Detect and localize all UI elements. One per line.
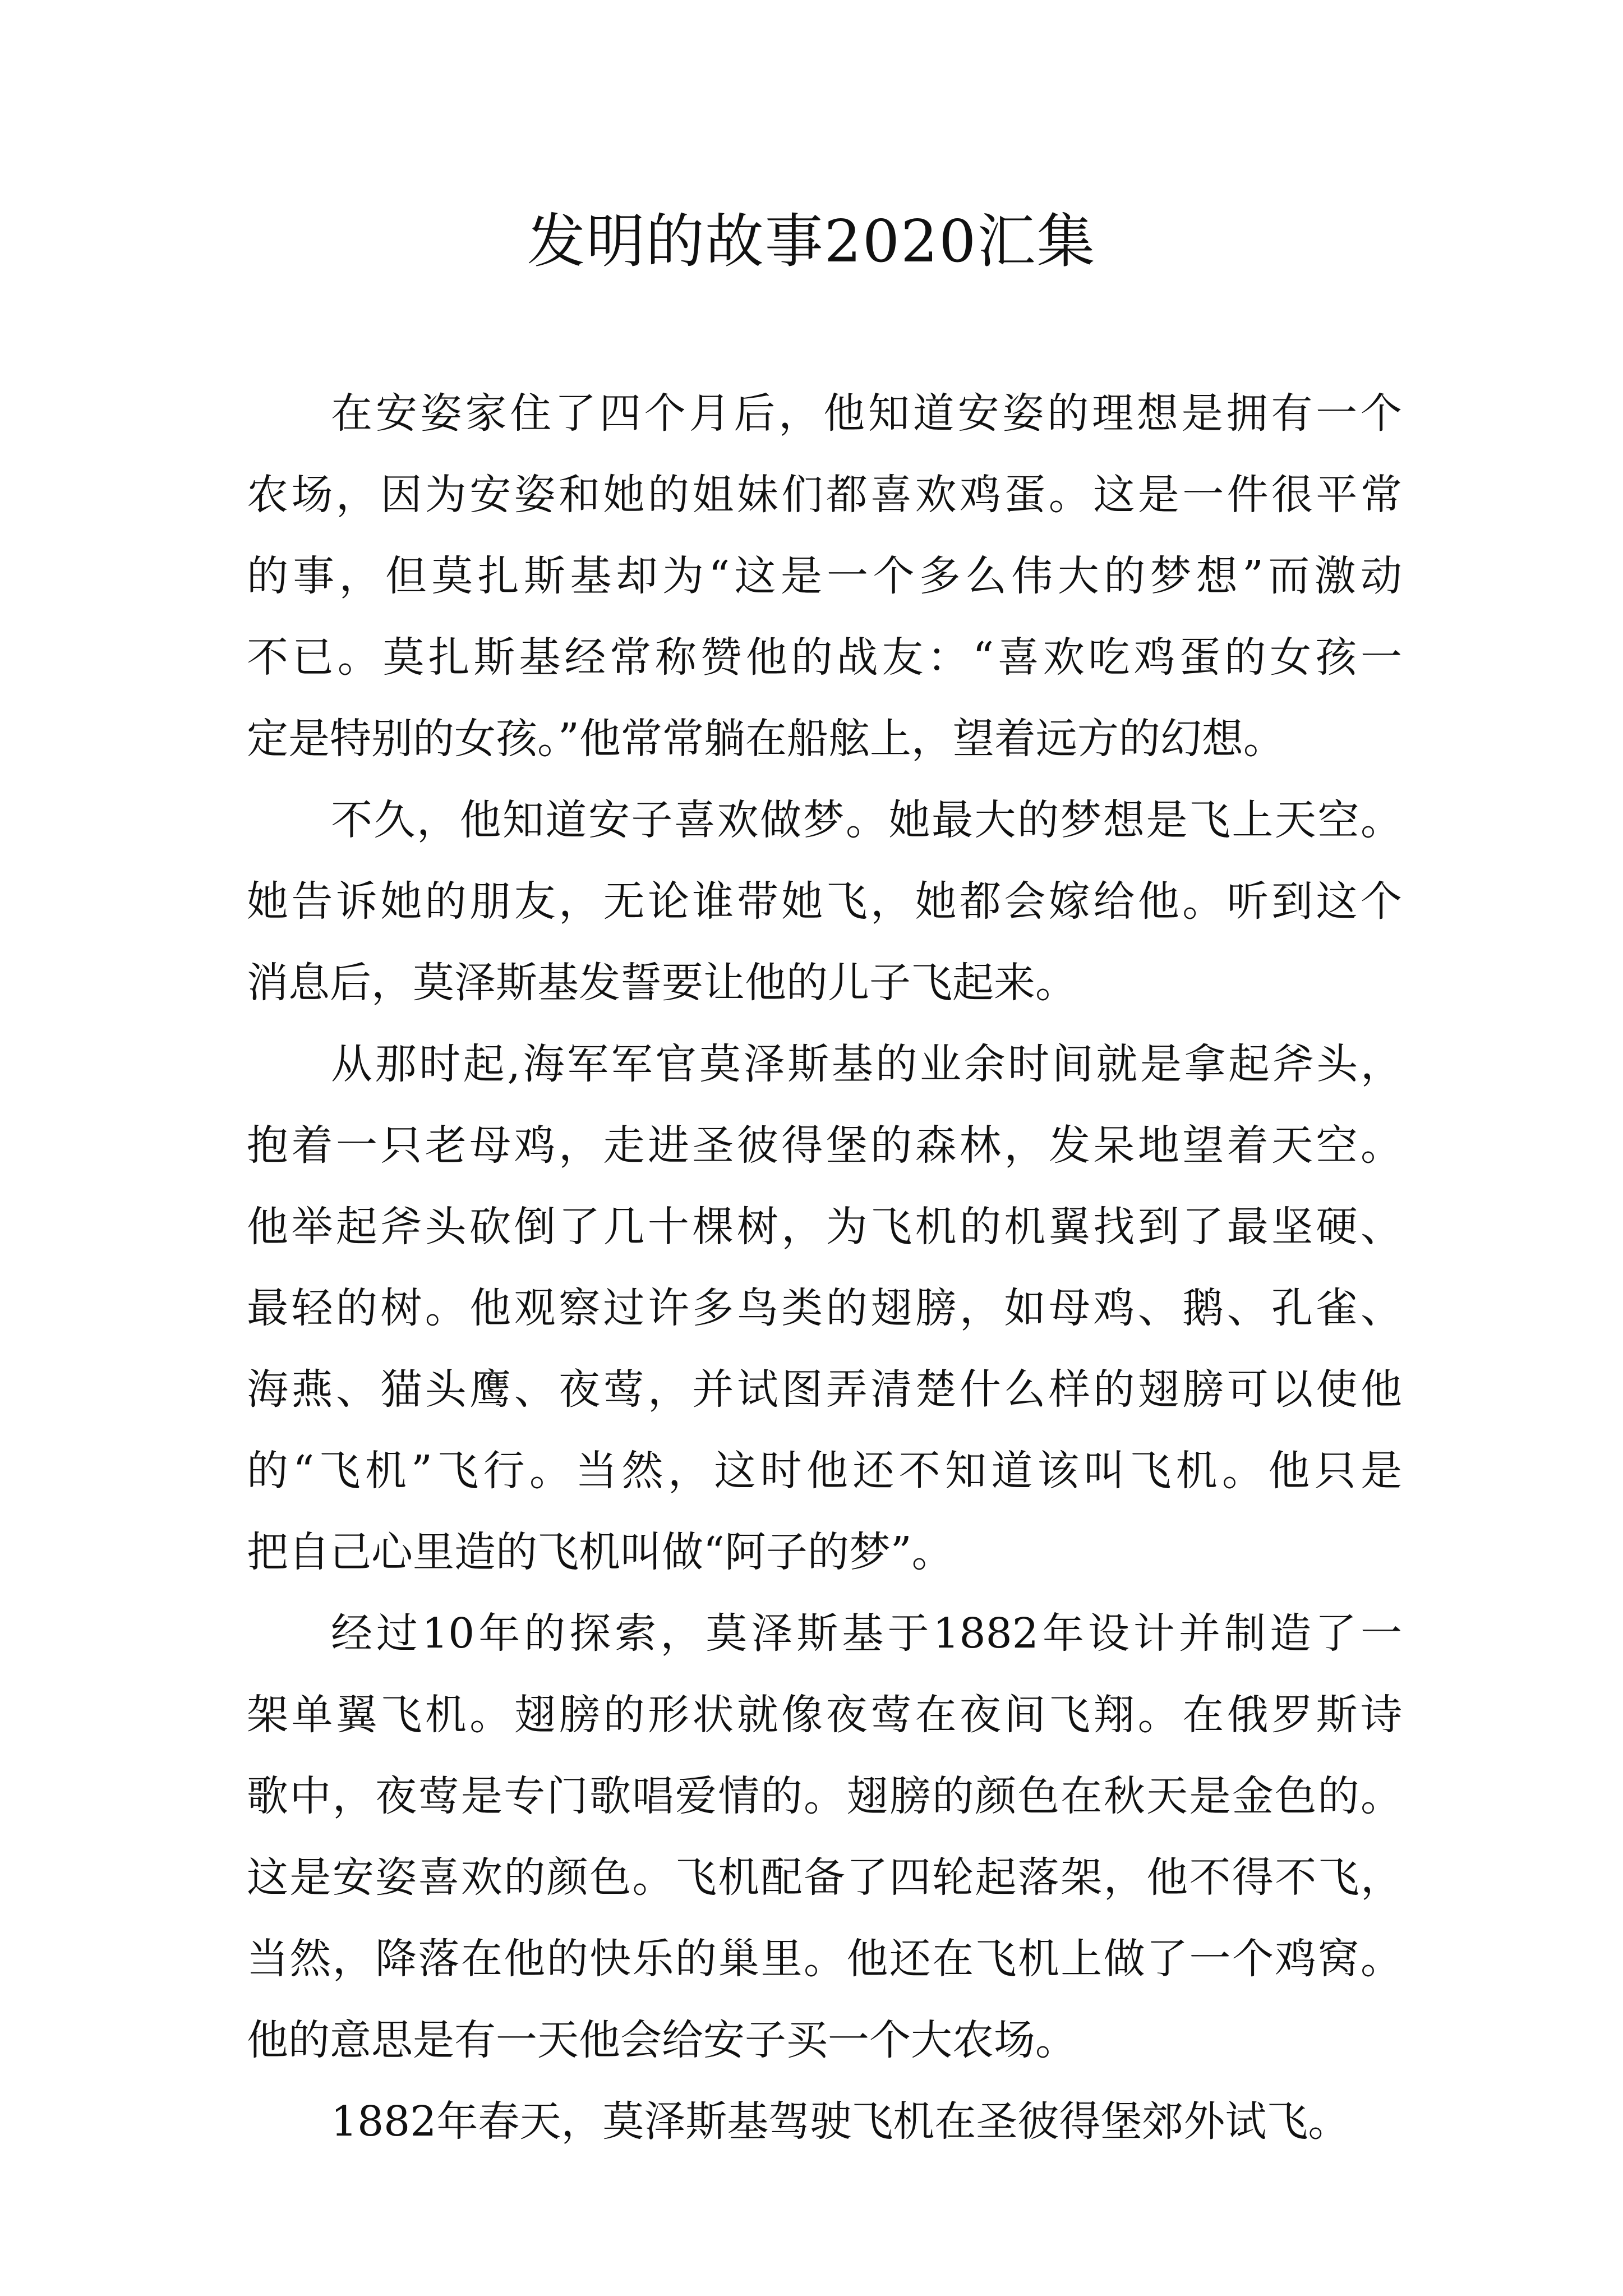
- paragraph-line: 把自己心里造的飞机叫做“阿子的梦”。: [247, 1528, 953, 1576]
- paragraph-line: 这是安姿喜欢的颜色。飞机配备了四轮起落架，他不得不飞，: [247, 1853, 1402, 1902]
- paragraph-line: 的事，但莫扎斯基却为“这是一个多么伟大的梦想”而激动: [247, 552, 1402, 600]
- paragraph: [247, 1024, 1402, 1593]
- paragraph-line: 抱着一只老母鸡，走进圣彼得堡的森林，发呆地望着天空。: [247, 1121, 1402, 1170]
- paragraph-line: 从那时起,海军军官莫泽斯基的业余时间就是拿起斧头，: [331, 1040, 1402, 1088]
- paragraph-line: 1882年春天，莫泽斯基驾驶飞机在圣彼得堡郊外试飞。: [331, 2097, 1350, 2146]
- paragraph-line: 不已。莫扎斯基经常称赞他的战友：“喜欢吃鸡蛋的女孩一: [247, 633, 1402, 682]
- paragraph-line: 架单翼飞机。翅膀的形状就像夜莺在夜间飞翔。在俄罗斯诗: [247, 1691, 1402, 1739]
- paragraph-line: 消息后，莫泽斯基发誓要让他的儿子飞起来。: [247, 959, 1077, 1007]
- document-body: [247, 373, 1402, 2162]
- paragraph-line: 他举起斧头砍倒了几十棵树，为飞机的机翼找到了最坚硬、: [247, 1203, 1402, 1251]
- paragraph: [247, 780, 1402, 1024]
- paragraph-line: 最轻的树。他观察过许多鸟类的翅膀，如母鸡、鹅、孔雀、: [247, 1284, 1402, 1332]
- paragraph-line: 歌中，夜莺是专门歌唱爱情的。翅膀的颜色在秋天是金色的。: [247, 1772, 1402, 1820]
- paragraph-line: 海燕、猫头鹰、夜莺，并试图弄清楚什么样的翅膀可以使他: [247, 1365, 1402, 1414]
- paragraph: [247, 1593, 1402, 2081]
- paragraph-line: 经过10年的探索，莫泽斯基于1882年设计并制造了一: [331, 1609, 1402, 1658]
- paragraph-line: 定是特别的女孩。”他常常躺在船舷上，望着远方的幻想。: [247, 715, 1285, 763]
- paragraph-line: 不久，他知道安子喜欢做梦。她最大的梦想是飞上天空。: [331, 796, 1402, 844]
- document-title: 发明的故事2020汇集: [527, 207, 1096, 275]
- paragraph-line: 她告诉她的朋友，无论谁带她飞，她都会嫁给他。听到这个: [247, 877, 1402, 926]
- paragraph-line: 他的意思是有一天他会给安子买一个大农场。: [247, 2016, 1077, 2064]
- paragraph-line: 的“飞机”飞行。当然，这时他还不知道该叫飞机。他只是: [247, 1447, 1402, 1495]
- paragraph: [247, 373, 1402, 780]
- paragraph: [247, 2081, 1402, 2162]
- paragraph-line: 农场，因为安姿和她的姐妹们都喜欢鸡蛋。这是一件很平常: [247, 471, 1402, 519]
- paragraph-line: 当然，降落在他的快乐的巢里。他还在飞机上做了一个鸡窝。: [247, 1935, 1402, 1983]
- paragraph-line: 在安姿家住了四个月后，他知道安姿的理想是拥有一个: [331, 389, 1402, 438]
